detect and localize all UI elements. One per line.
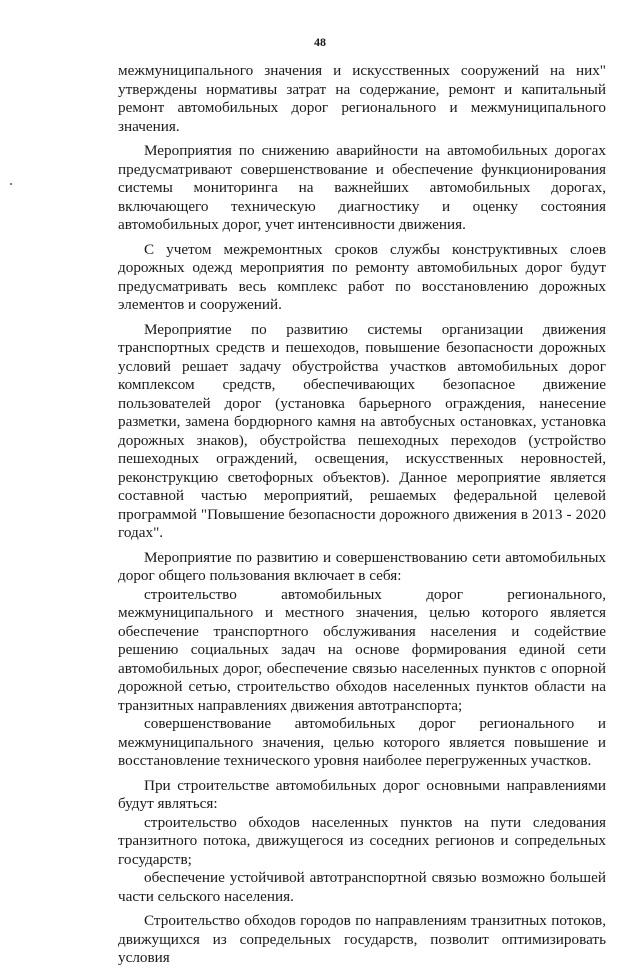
page-number: 48 bbox=[314, 35, 326, 49]
paragraph-bypass-optimization: Строительство обходов городов по направлениям транзитных потоков, движущихся из сопредельных государств, позволит оптимизировать условия bbox=[118, 912, 606, 966]
list-item-rural-connectivity: обеспечение устойчивой автотранспортной связью возможно большей части сельского населения. bbox=[118, 869, 606, 905]
list-item-bypasses: строительство обходов населенных пунктов на пути следования транзитного потока, движущегося из соседних регионов и сопредельных государств; bbox=[118, 813, 606, 868]
paragraph-construction-directions: При строительстве автомобильных дорог основными направлениями будут являться: bbox=[118, 776, 606, 812]
paragraph-continuation: межмуниципального значения и искусственных сооружений на них" утверждены нормативы затрат на содержание, ремонт и капитальный ремонт автомобильных дорог регионального и межмуниципального значения. bbox=[118, 62, 606, 135]
paragraph-network-development: Мероприятие по развитию и совершенствованию сети автомобильных дорог общего пользования включает в себя: bbox=[118, 548, 606, 584]
paragraph-accident-reduction: Мероприятия по снижению аварийности на автомобильных дорогах предусматривают совершенствование и обеспечение функционирования системы мониторинга на важнейших автомобильных дорогах, включающего техническую диагностику и оценку состояния автомобильных дорог, учет интенсивности движения. bbox=[118, 142, 606, 233]
document-body bbox=[118, 62, 606, 968]
scan-speck bbox=[10, 183, 12, 185]
paragraph-traffic-organization: Мероприятие по развитию системы организации движения транспортных средств и пешеходов, повышение безопасности дорожных условий решает задачу обустройства участков автомобильных дорог комплексом средств, обеспечивающих безопасное движение пользователей дорог (установка барьерного ограждения, нанесение разметки, замена бордюрного камня на автобусных остановках, установка дорожных знаков), обустройства пешеходных переходов (устройство пешеходных ограждений, освещения, искусственных неровностей, реконструкцию светофорных объектов). Данное мероприятие является составной частью мероприятий, решаемых федеральной целевой программой "Повышение безопасности дорожного движения в 2013 - 2020 годах". bbox=[118, 320, 606, 541]
list-item-construction: строительство автомобильных дорог регионального, межмуниципального и местного значения, целью которого является обеспечение транспортного обслуживания населения и содействие решению социальных задач на основе формирования единой сети автомобильных дорог, обеспечение связью населенных пунктов с опорной дорожной сетью, строительство обходов населенных пунктов области на транзитных направлениях движения автотранспорта; bbox=[118, 585, 606, 714]
list-item-improvement: совершенствование автомобильных дорог регионального и межмуниципального значения, целью которого является повышение и восстановление технического уровня наиболее перегруженных участков. bbox=[118, 715, 606, 769]
paragraph-repair-periods: С учетом межремонтных сроков службы конструктивных слоев дорожных одежд мероприятия по ремонту автомобильных дорог будут предусматривать весь комплекс работ по восстановлению дорожных элементов и сооружений. bbox=[118, 240, 606, 313]
